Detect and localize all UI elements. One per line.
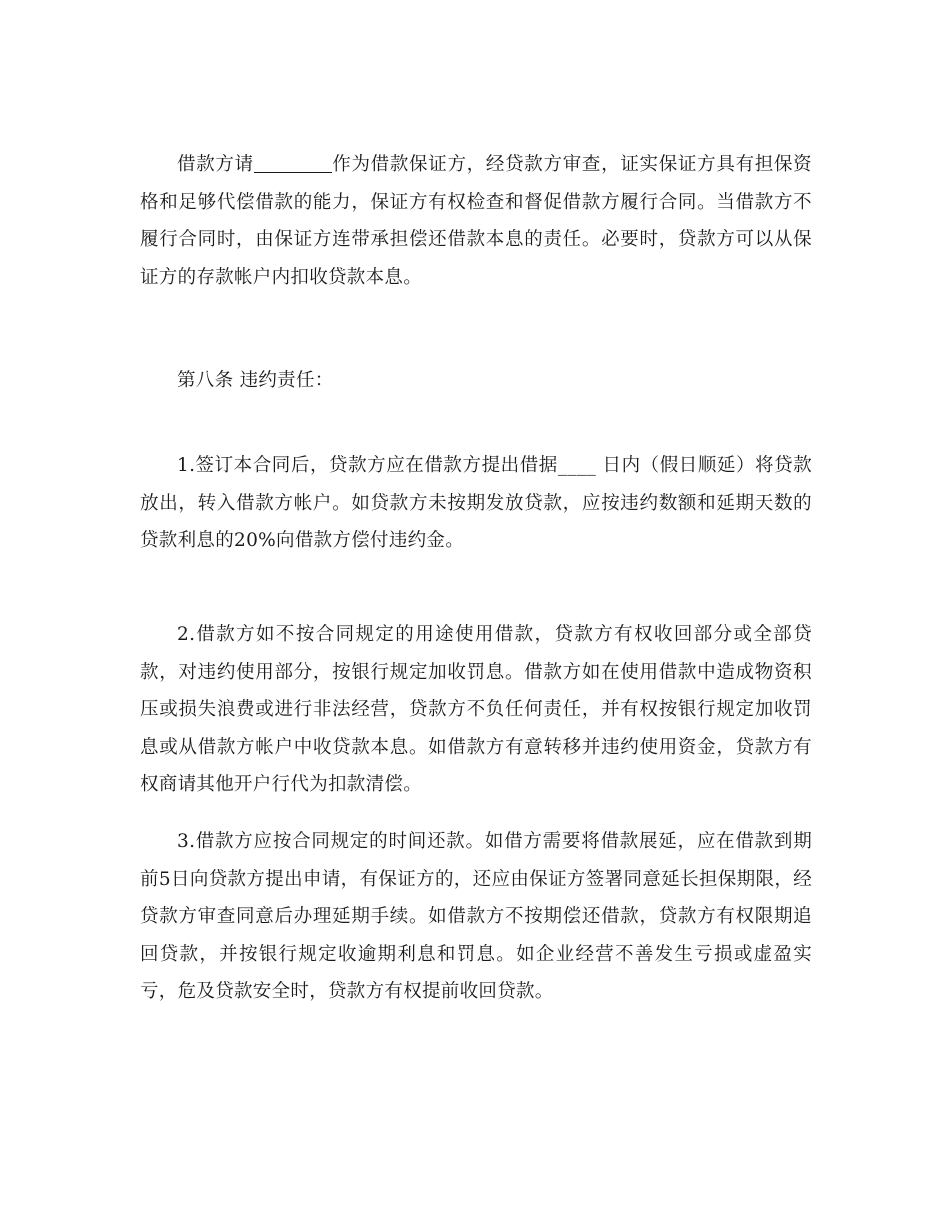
article-eight-heading: 第八条 违约责任： <box>177 370 334 391</box>
clause-3-paragraph: 3.借款方应按合同规定的时间还款。如借方需要将借款展延，应在借款到期前5日向贷款方提出申请，有保证方的，还应由保证方签署同意延长担保期限，经贷款方审查同意后办理延期手续。如借款方不按期偿还借款，贷款方有权限期追回贷款，并按银行规定收逾期利息和罚息。如企业经营不善发生亏损或虚盈实亏，危及贷款安全时，贷款方有权提前收回贷款。 <box>140 831 812 1002</box>
guarantor-lead-text: 借款方请 <box>177 154 254 175</box>
clause-1-paragraph: 1.签订本合同后，贷款方应在借款方提出借据____ 日内（假日顺延）将贷款放出，转入借款方帐户。如贷款方未按期发放贷款，应按违约数额和延期天数的贷款利息的20%向借款方偿付违约金。 <box>140 455 812 551</box>
clause-2-paragraph: 2.借款方如不按合同规定的用途使用借款，贷款方有权收回部分或全部贷款，对违约使用部分，按银行规定加收罚息。借款方如在使用借款中造成物资积压或损失浪费或进行非法经营，贷款方不负任何责任，并有权按银行规定加收罚息或从借款方帐户中收贷款本息。如借款方有意转移并违约使用资金，贷款方有权商请其他开户行代为扣款清偿。 <box>140 624 812 795</box>
guarantor-body-text: 作为借款保证方，经贷款方审查，证实保证方具有担保资格和足够代偿借款的能力，保证方有权检查和督促借款方履行合同。当借款方不履行合同时，由保证方连带承担偿还借款本息的责任。必要时，贷款方可以从保证方的存款帐户内扣收贷款本息。 <box>140 154 812 288</box>
guarantor-name-blank <box>254 154 332 174</box>
guarantor-paragraph <box>140 146 812 296</box>
